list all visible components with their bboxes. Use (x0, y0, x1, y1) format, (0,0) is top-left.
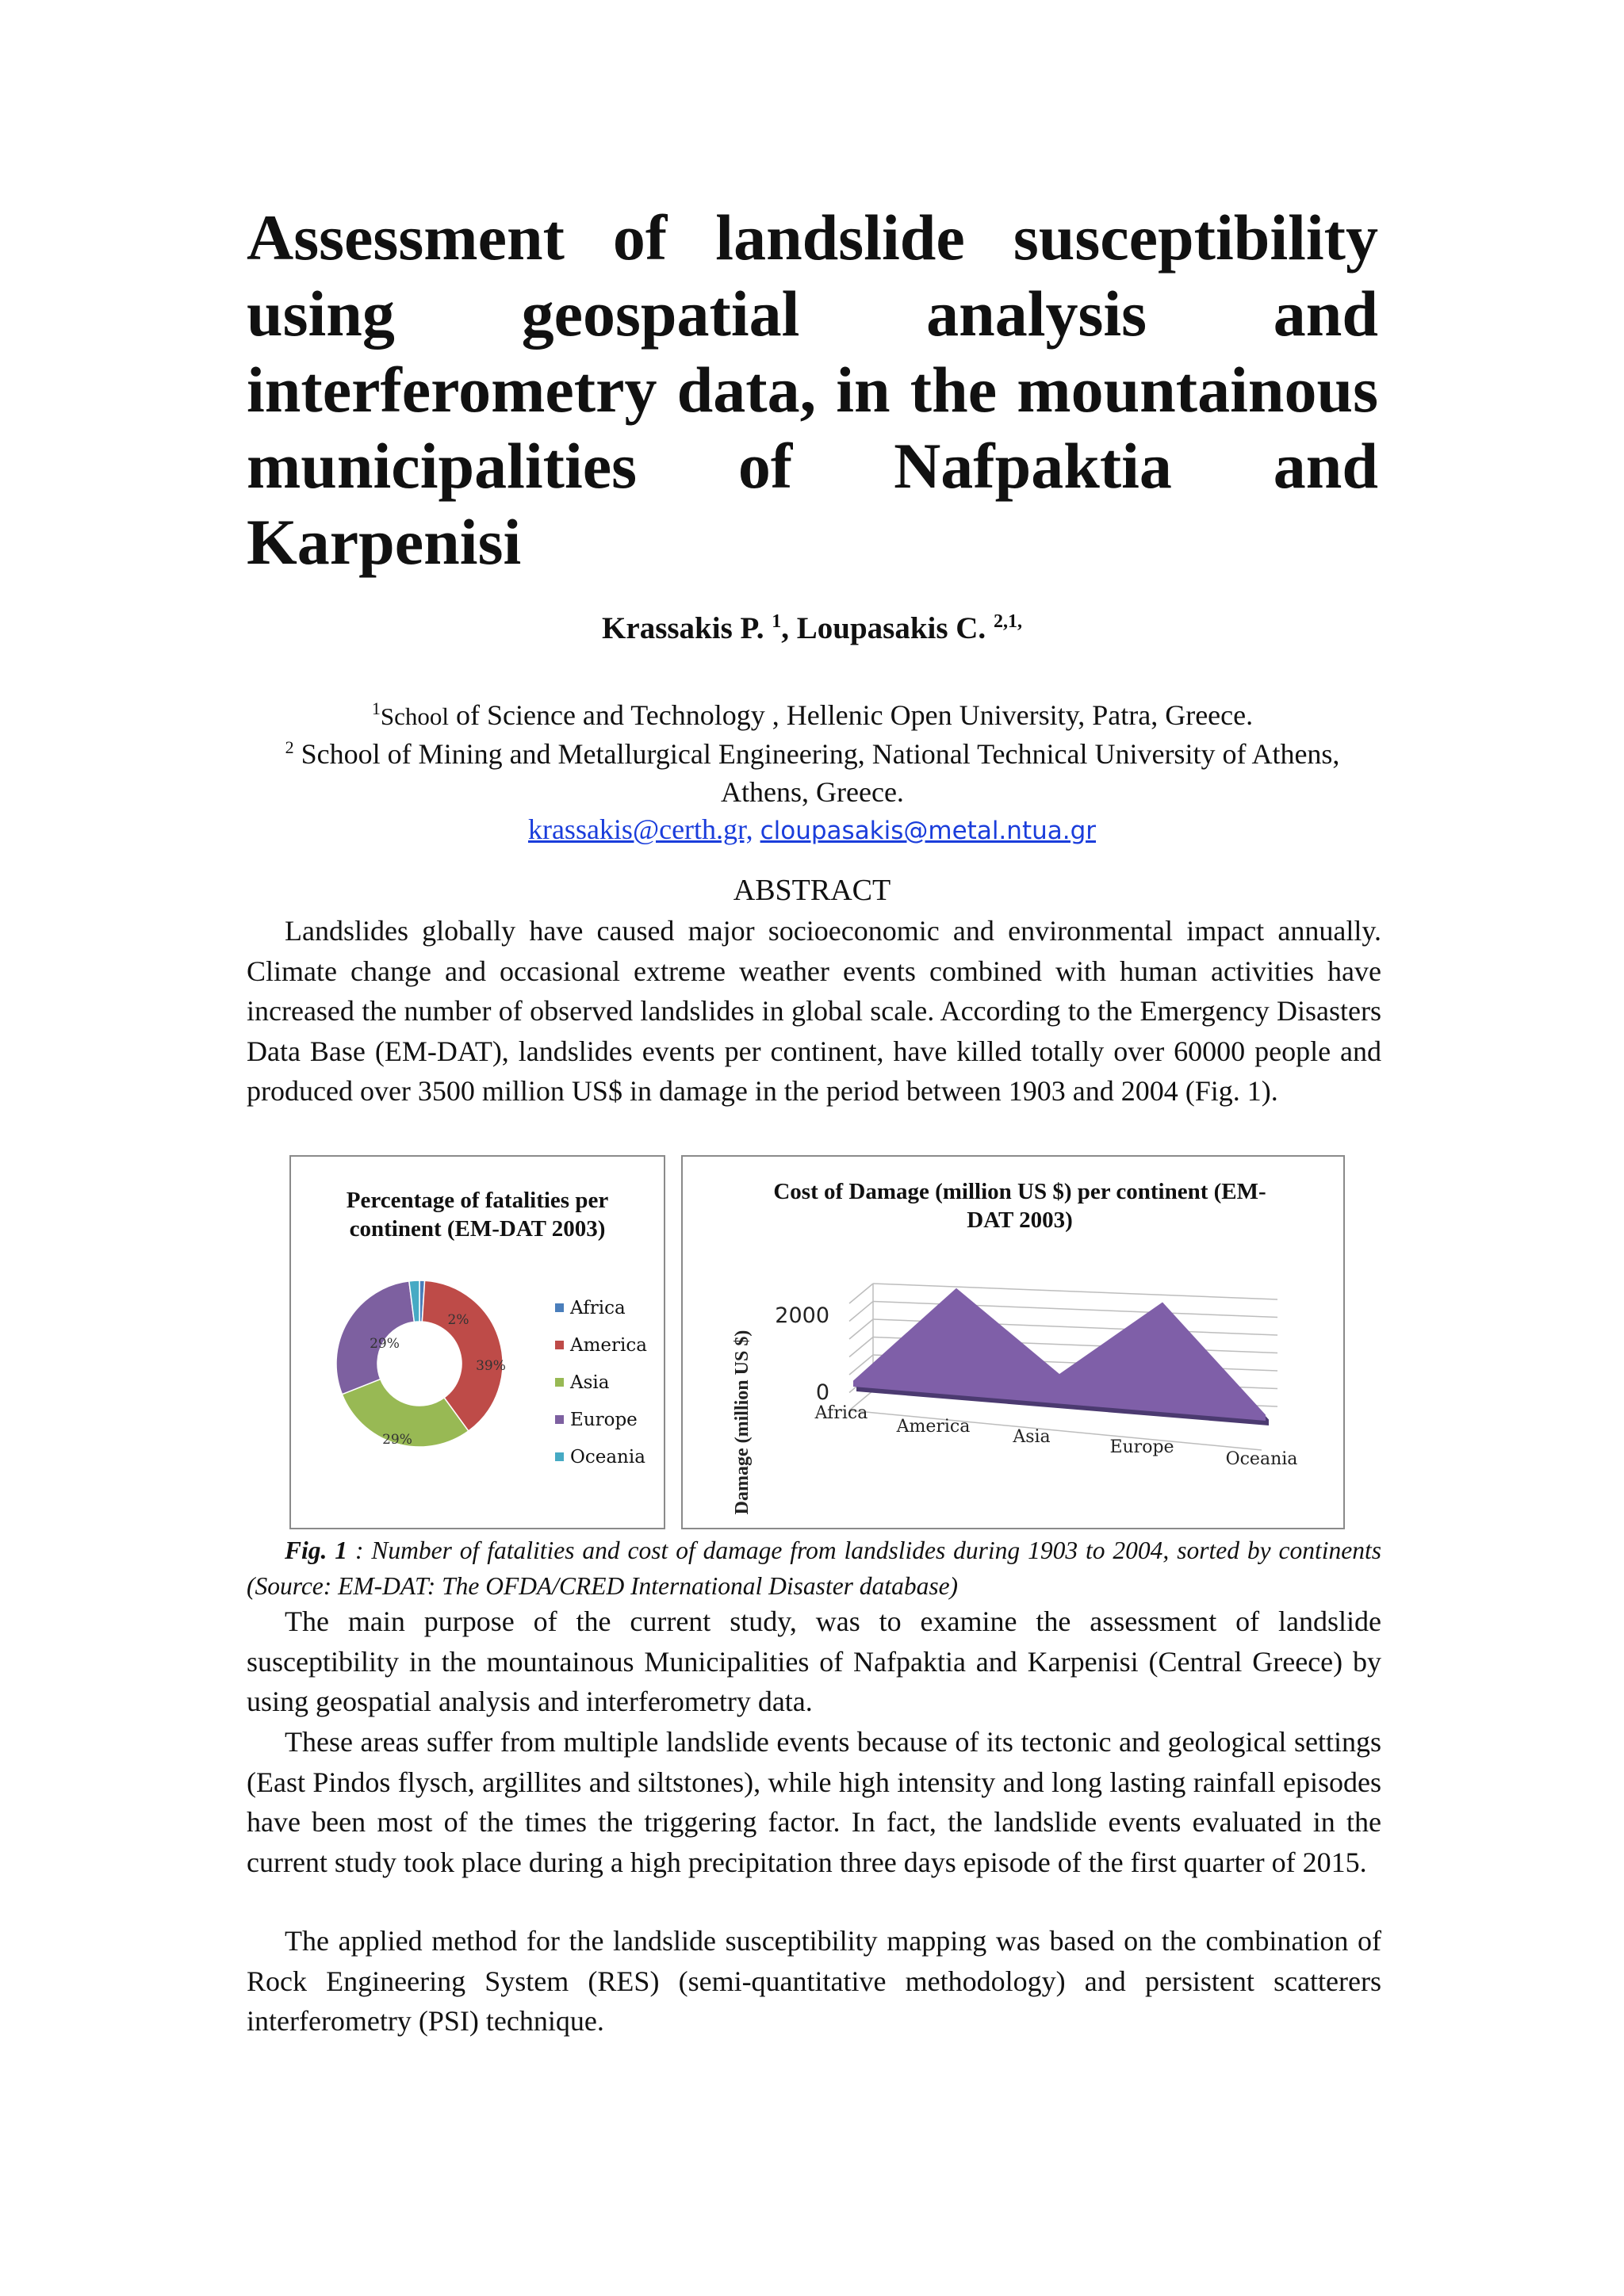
area-chart-panel (681, 1155, 1345, 1529)
authors (0, 610, 1624, 646)
area-x-label-europe: Europe (1109, 1437, 1174, 1457)
author-2-affil: 2,1, (993, 611, 1022, 632)
legend-label: America (570, 1334, 647, 1356)
pie-label-oceania: 2% (447, 1312, 469, 1328)
body-paragraph-1: The main purpose of the current study, was to examine the assessment of landslide susceptibility in the mountainous Municipalities of Nafpaktia and Karpenisi (Central Greece) by using geospatial analysis and interferometry data. (247, 1605, 1381, 1717)
legend-label: Asia (570, 1372, 610, 1393)
legend-item-europe (555, 1401, 647, 1438)
author-1-affil: 1 (772, 611, 782, 632)
area-y-axis-label: Damage (million US $) (732, 1330, 753, 1515)
pie-label-asia: 29% (382, 1432, 412, 1448)
figure-caption (247, 1533, 1381, 1604)
author-2: Loupasakis C. (796, 611, 986, 645)
area-x-label-asia: Asia (1013, 1427, 1051, 1447)
author-separator: , (781, 611, 789, 645)
pie-label-america: 39% (476, 1358, 506, 1374)
pie-legend (555, 1289, 647, 1475)
legend-swatch (555, 1452, 564, 1461)
area-y-tick: 0 (815, 1380, 829, 1405)
legend-item-asia (555, 1364, 647, 1401)
area-side-gridline (849, 1319, 873, 1339)
legend-label: Oceania (570, 1446, 645, 1468)
affiliation-2-marker: 2 (285, 737, 294, 757)
body-paragraph-3: The applied method for the landslide susceptibility mapping was based on the combination of Rock Engineering System (RES) (semi-quantitative methodology) and persistent scatterers interferometry (PSI) technique. (247, 1925, 1381, 2037)
area-side-gridline (849, 1284, 873, 1303)
affiliation-1-marker: 1 (371, 698, 381, 718)
figure-caption-text: : Number of fatalities and cost of damage from landslides during 1903 to 2004, sorted by continents (Source: EM-DAT: The OFDA/CRED International Disaster database) (247, 1536, 1382, 1600)
affiliation-1-text: of Science and Technology , Hellenic Open University, Patra, Greece. (456, 699, 1254, 731)
email-link-2[interactable]: cloupasakis@metal.ntua.gr (760, 817, 1097, 845)
area-gridline (873, 1284, 1277, 1299)
area-side-gridline (849, 1337, 873, 1357)
legend-label: Europe (570, 1409, 638, 1430)
legend-label: Africa (570, 1297, 626, 1318)
emails (0, 813, 1624, 846)
pie-label-europe: 29% (370, 1336, 400, 1352)
area-x-label-africa: Africa (814, 1403, 868, 1423)
body-paragraph-2: These areas suffer from multiple landslide events because of its tectonic and geological settings (East Pindos flysch, argillites and siltstones), while high intensity and long lasting rainfall episodes have been most of the times the triggering factor. In fact, the landslide events evaluated in the current study took place during a high precipitation three days episode of the first quarter of 2015. (247, 1726, 1381, 1878)
figure-label: Fig. 1 (285, 1536, 348, 1564)
abstract-paragraph-1: Landslides globally have caused major socioeconomic and environmental impact annually. Climate change and occasional extreme weather events combined with human activities have increased the number of observed landslides in global scale. According to the Emergency Disasters Data Base (EM-DAT), landslides events per continent, have killed totally over 60000 people and produced over 3500 million US$ in damage in the period between 1903 and 2004 (Fig. 1). (247, 915, 1381, 1107)
area-chart-title: Cost of Damage (million US $) per continent (EM-DAT 2003) (773, 1179, 1266, 1233)
email-link-1[interactable]: krassakis@certh.gr, (527, 813, 753, 845)
author-1: Krassakis P. (602, 611, 764, 645)
legend-swatch (555, 1415, 564, 1424)
area-chart (683, 1157, 1343, 1528)
pie-chart-panel (289, 1155, 665, 1529)
legend-item-america (555, 1326, 647, 1364)
affiliation-1-school: School (380, 702, 449, 730)
legend-swatch (555, 1303, 564, 1312)
area-x-label-oceania: Oceania (1225, 1449, 1298, 1469)
pie-chart-title: Percentage of fatalities per continent (EM-DAT 2003) (346, 1188, 609, 1242)
area-x-label-america: America (896, 1417, 971, 1437)
area-series-damage (853, 1288, 1266, 1421)
legend-item-africa (555, 1289, 647, 1326)
legend-swatch (555, 1341, 564, 1349)
area-side-gridline (849, 1302, 873, 1322)
affiliation-2-text: School of Mining and Metallurgical Engineering, National Technical University of Athens, Athens, Greece. (301, 738, 1340, 808)
legend-swatch (555, 1378, 564, 1387)
paper-title: Assessment of landslide susceptibility using geospatial analysis and interferometry data, in the mountainous municipalities of Nafpaktia and Karpenisi (247, 201, 1378, 578)
legend-item-oceania (555, 1438, 647, 1475)
abstract-heading: ABSTRACT (733, 874, 891, 907)
affiliation-2 (247, 729, 1378, 811)
area-y-tick: 2000 (775, 1303, 829, 1328)
